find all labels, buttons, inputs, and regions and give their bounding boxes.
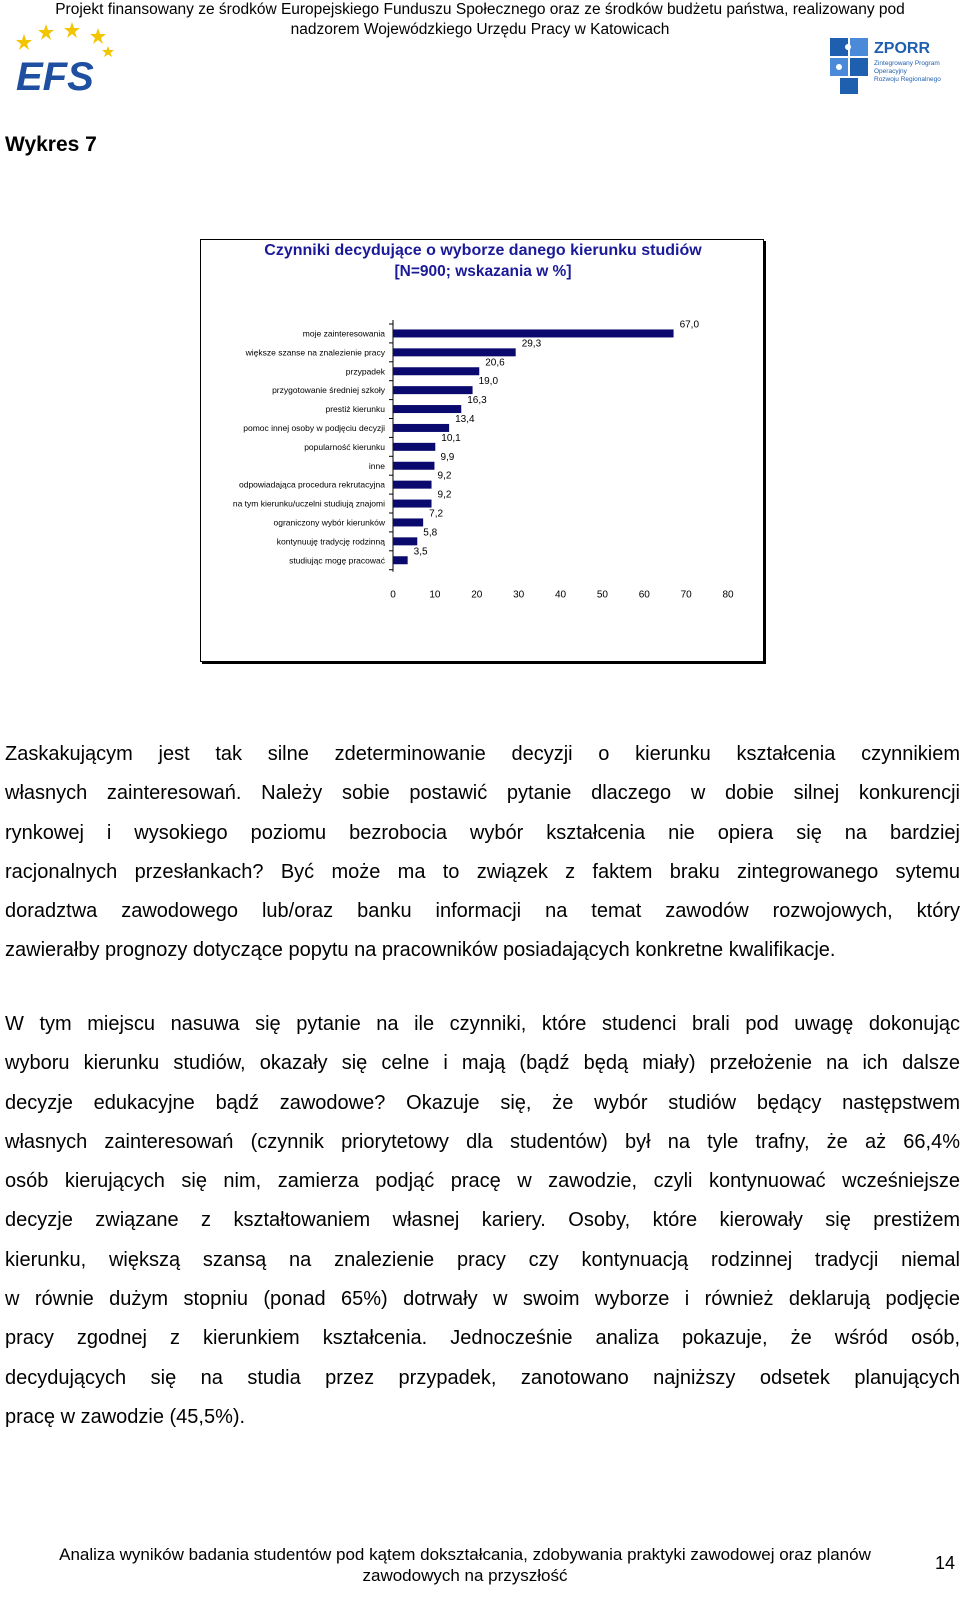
- bar: [393, 386, 473, 394]
- x-tick-label: 60: [638, 589, 650, 601]
- paragraph-line: decydujących się na studia przez przypadek, zanotowano najniższy odsetek planujących: [5, 1366, 960, 1389]
- header-line-1: Projekt finansowany ze środków Europejskiego Funduszu Społecznego oraz ze środków budżetu państwa, realizowany pod: [55, 1, 905, 18]
- paragraph-line: decyzje związane z kształtowaniem własnej kariery. Osoby, które kierowały się prestiżem: [5, 1209, 960, 1232]
- category-label: większe szanse na znalezienie pracy: [245, 347, 385, 358]
- data-label: 16,3: [467, 395, 487, 407]
- data-label: 9,2: [437, 489, 452, 501]
- bar: [393, 556, 408, 564]
- category-label: inne: [368, 460, 385, 471]
- data-label: 67,0: [679, 319, 700, 331]
- category-label: prestiż kierunku: [325, 404, 385, 415]
- x-tick-label: 70: [680, 589, 692, 601]
- zporr-logo: [828, 36, 950, 96]
- paragraph-2: [5, 1005, 960, 1437]
- paragraph-line: W tym miejscu nasuwa się pytanie na ile czynniki, które studenci brali pod uwagę dokonując: [5, 1013, 960, 1035]
- paragraph-line: Zaskakującym jest tak silne zdeterminowanie decyzji o kierunku kształcenia czynnikiem: [5, 743, 960, 765]
- data-label: 5,8: [423, 527, 438, 539]
- paragraph-line: racjonalnych przesłankach? Być może ma to związek z faktem braku zintegrowanego sytemu: [5, 860, 960, 883]
- paragraph-line: zawierałby prognozy dotyczące popytu na pracowników posiadających konkretne kwalifikacje.: [5, 939, 836, 962]
- paragraph-line: pracę w zawodzie (45,5%).: [5, 1405, 246, 1428]
- x-tick-label: 30: [513, 589, 525, 601]
- bar-chart: [201, 240, 765, 663]
- efs-logo-text: EFS: [16, 55, 94, 96]
- bar: [393, 443, 435, 451]
- chart-title-line-2: [N=900; wskazania w %]: [394, 263, 572, 280]
- bar: [393, 462, 434, 470]
- paragraph-line: własnych zainteresowań (czynnik priorytetowy dla studentów) był na tyle trafny, że aż 66,4%: [5, 1130, 960, 1153]
- zporr-logo-sub-2: Operacyjny: [874, 68, 907, 75]
- paragraph-line: osób kierujących się nim, zamierza podjąć pracę w zawodzie, czyli kontynuować wcześniejsze: [5, 1170, 960, 1193]
- data-label: 19,0: [478, 376, 499, 388]
- eu-stars-icon: [16, 22, 114, 57]
- x-tick-label: 10: [429, 589, 441, 601]
- category-label: na tym kierunku/uczelni studiują znajomi: [232, 498, 385, 509]
- bar: [393, 329, 674, 337]
- bar: [393, 537, 417, 545]
- data-label: 9,2: [437, 470, 452, 482]
- x-tick-label: 40: [554, 589, 567, 601]
- category-label: popularność kierunku: [304, 441, 385, 452]
- x-tick-label: 50: [596, 589, 608, 601]
- zporr-logo-sub-1: Zintegrowany Program: [874, 60, 940, 67]
- paragraph-line: kierunku, większą szansą na znalezienie pracy czy kontynuacją rodzinnej tradycji niemal: [5, 1248, 960, 1271]
- figure-heading: Wykres 7: [5, 133, 97, 156]
- bar: [393, 481, 432, 489]
- data-label: 13,4: [455, 413, 475, 425]
- category-label: moje zainteresowania: [302, 328, 385, 339]
- zporr-logo-sub-3: Rozwoju Regionalnego: [874, 76, 941, 83]
- category-label: przygotowanie średniej szkoły: [272, 385, 385, 396]
- bar: [393, 348, 516, 356]
- category-label: ograniczony wybór kierunków: [273, 517, 385, 528]
- data-label: 9,9: [440, 451, 455, 463]
- category-label: przypadek: [345, 366, 385, 377]
- footer-line-1: Analiza wyników badania studentów pod kątem dokształcania, zdobywania praktyki zawodowej oraz planów: [59, 1545, 871, 1564]
- zporr-logo-title: ZPORR: [874, 40, 930, 57]
- header-line-2: nadzorem Wojewódzkiego Urzędu Pracy w Katowicach: [290, 21, 670, 38]
- data-label: 20,6: [485, 357, 505, 369]
- efs-logo: [14, 20, 118, 96]
- bar: [393, 405, 461, 413]
- paragraph-line: doradztwa zawodowego lub/oraz banku informacji na temat zawodów rozwojowych, który: [5, 900, 960, 923]
- paragraph-1: [5, 735, 960, 971]
- category-label: studiując mogę pracować: [289, 555, 385, 566]
- x-tick-label: 80: [722, 589, 734, 601]
- data-label: 3,5: [413, 546, 428, 558]
- bar: [393, 367, 479, 375]
- bar: [393, 500, 432, 508]
- data-label: 29,3: [521, 338, 542, 350]
- data-label: 10,1: [441, 432, 461, 444]
- x-tick-label: 0: [390, 589, 396, 601]
- chart-frame: [200, 239, 764, 662]
- paragraph-line: pracy zgodnej z kierunkiem kształcenia. Jednocześnie analiza pokazuje, że wśród osób,: [5, 1327, 960, 1350]
- paragraph-line: własnych zainteresowań. Należy sobie postawić pytanie dlaczego w dobie silnej konkurencji: [5, 782, 960, 805]
- bar: [393, 518, 423, 526]
- paragraph-line: wyboru kierunku studiów, okazały się celne i mają (bądź będą miały) przełożenie na ich dalsze: [5, 1052, 960, 1075]
- x-tick-label: 20: [471, 589, 483, 601]
- category-label: kontynuuję tradycję rodzinną: [276, 536, 385, 547]
- chart-title-line-1: Czynniki decydujące o wyborze danego kierunku studiów: [264, 242, 702, 259]
- paragraph-line: rynkowej i wysokiego poziomu bezrobocia wybór kształcenia nie opiera się na bardziej: [5, 821, 960, 844]
- page-header: [0, 0, 960, 40]
- paragraph-line: w równie dużym stopniu (ponad 65%) dotrwały w swoim wyborze i również deklarują podjęcie: [5, 1288, 960, 1311]
- data-label: 7,2: [429, 508, 444, 520]
- bar: [393, 424, 449, 432]
- category-label: odpowiadająca procedura rekrutacyjna: [238, 479, 385, 490]
- paragraph-line: decyzje edukacyjne bądź zawodowe? Okazuje się, że wybór studiów będący następstwem: [5, 1091, 960, 1114]
- footer-line-2: zawodowych na przyszłość: [362, 1566, 568, 1585]
- puzzle-icon: [830, 38, 868, 94]
- page-footer: [10, 1544, 920, 1586]
- page-number: 14: [935, 1553, 956, 1573]
- category-label: pomoc innej osoby w podjęciu decyzji: [243, 422, 385, 433]
